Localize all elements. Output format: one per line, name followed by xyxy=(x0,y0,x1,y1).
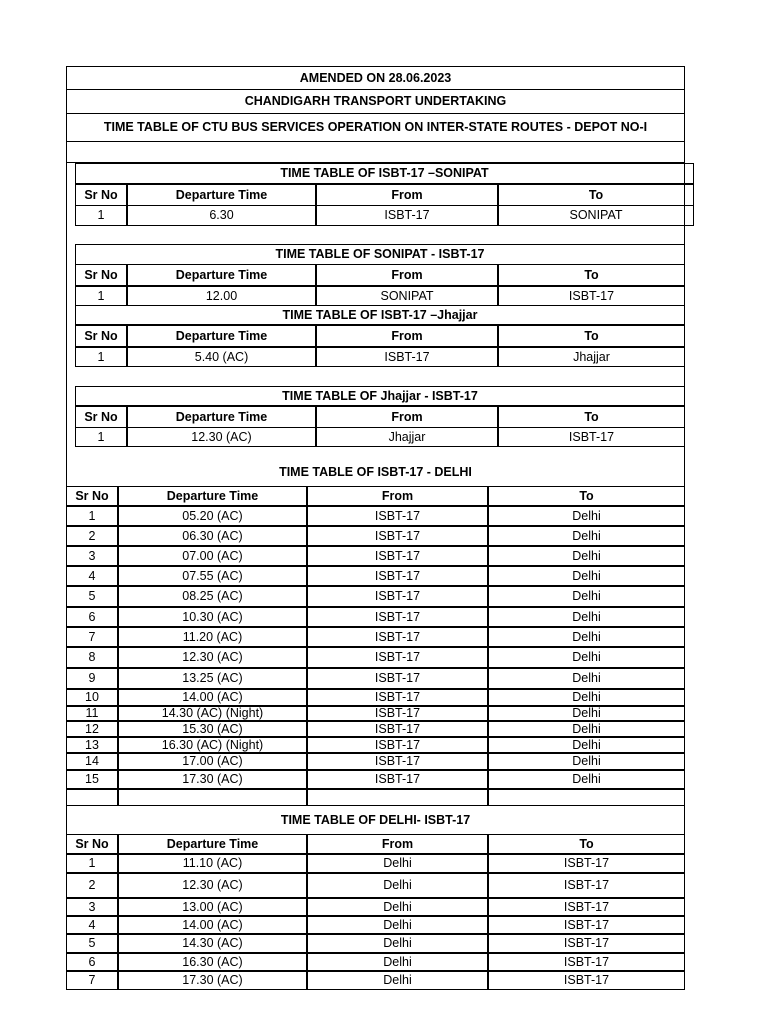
table-6-row-3-sr-no: 3 xyxy=(66,898,118,916)
table-5-row-13-to: Delhi xyxy=(488,737,685,753)
table-6-row-5-departure-time: 14.30 (AC) xyxy=(118,934,307,953)
table-5-row-1-from: ISBT-17 xyxy=(307,506,488,526)
table-6-row-3-from: Delhi xyxy=(307,898,488,916)
table-5-row-9-departure-time: 13.25 (AC) xyxy=(118,668,307,689)
table-6-row-5-sr-no: 5 xyxy=(66,934,118,953)
table-5-row-11-departure-time: 14.30 (AC) (Night) xyxy=(118,706,307,721)
table-4-header-departure-time: Departure Time xyxy=(127,406,316,428)
table-5-row-11-sr-no: 11 xyxy=(66,706,118,721)
table-5-row-12-to: Delhi xyxy=(488,721,685,737)
table-5-row-6-to: Delhi xyxy=(488,607,685,627)
table-6-row-5-to: ISBT-17 xyxy=(488,934,685,953)
table-6-row-6-departure-time: 16.30 (AC) xyxy=(118,953,307,971)
table-1-row-1-to: SONIPAT xyxy=(498,205,694,226)
table-3-row-1-to: Jhajjar xyxy=(498,347,685,367)
table-6-row-6-sr-no: 6 xyxy=(66,953,118,971)
table-3-row-1-departure-time: 5.40 (AC) xyxy=(127,347,316,367)
table-2-row-1-departure-time: 12.00 xyxy=(127,286,316,306)
table-5-row-11-from: ISBT-17 xyxy=(307,706,488,721)
table-6-header-sr-no: Sr No xyxy=(66,834,118,854)
table-6-row-2-to: ISBT-17 xyxy=(488,873,685,898)
blank-cell xyxy=(307,789,488,806)
organization-name: CHANDIGARH TRANSPORT UNDERTAKING xyxy=(66,89,685,114)
table-5-row-2-to: Delhi xyxy=(488,526,685,546)
table-5-row-8-from: ISBT-17 xyxy=(307,647,488,668)
table-5-row-3-sr-no: 3 xyxy=(66,546,118,566)
amended-date: AMENDED ON 28.06.2023 xyxy=(66,66,685,90)
table-5-row-13-from: ISBT-17 xyxy=(307,737,488,753)
table-2-header-to: To xyxy=(498,264,685,286)
table-1-row-1-sr-no: 1 xyxy=(75,205,127,226)
table-6-header-departure-time: Departure Time xyxy=(118,834,307,854)
table-4-header-from: From xyxy=(316,406,498,428)
table-3-row-1-from: ISBT-17 xyxy=(316,347,498,367)
table-5-row-4-sr-no: 4 xyxy=(66,566,118,586)
table-6-row-4-from: Delhi xyxy=(307,916,488,934)
table-5-row-14-departure-time: 17.00 (AC) xyxy=(118,753,307,770)
table-3-header-departure-time: Departure Time xyxy=(127,325,316,347)
table-5-row-10-to: Delhi xyxy=(488,689,685,706)
table-5-row-6-sr-no: 6 xyxy=(66,607,118,627)
table-5-row-14-sr-no: 14 xyxy=(66,753,118,770)
table-6-row-4-sr-no: 4 xyxy=(66,916,118,934)
table-6-row-5-from: Delhi xyxy=(307,934,488,953)
table-4-header-to: To xyxy=(498,406,685,428)
table-6-row-1-to: ISBT-17 xyxy=(488,854,685,873)
table-6-header-to: To xyxy=(488,834,685,854)
table-6-row-3-departure-time: 13.00 (AC) xyxy=(118,898,307,916)
table-3-header-from: From xyxy=(316,325,498,347)
table-4-row-1-to: ISBT-17 xyxy=(498,427,685,447)
table-3-title: TIME TABLE OF ISBT-17 –Jhajjar xyxy=(75,305,685,325)
table-5-row-4-departure-time: 07.55 (AC) xyxy=(118,566,307,586)
table-5-row-15-departure-time: 17.30 (AC) xyxy=(118,770,307,789)
table-5-row-1-to: Delhi xyxy=(488,506,685,526)
table-5-row-5-to: Delhi xyxy=(488,586,685,607)
table-5-row-11-to: Delhi xyxy=(488,706,685,721)
blank-cell xyxy=(488,789,685,806)
table-3-row-1-sr-no: 1 xyxy=(75,347,127,367)
document-subtitle: TIME TABLE OF CTU BUS SERVICES OPERATION ON INTER-STATE ROUTES - DEPOT NO-I xyxy=(66,113,685,142)
table-5-row-9-to: Delhi xyxy=(488,668,685,689)
table-5-row-15-sr-no: 15 xyxy=(66,770,118,789)
table-6-row-2-sr-no: 2 xyxy=(66,873,118,898)
table-5-row-2-from: ISBT-17 xyxy=(307,526,488,546)
table-5-row-5-sr-no: 5 xyxy=(66,586,118,607)
table-6-row-6-to: ISBT-17 xyxy=(488,953,685,971)
table-6-title: TIME TABLE OF DELHI- ISBT-17 xyxy=(280,812,471,827)
table-4-row-1-from: Jhajjar xyxy=(316,427,498,447)
table-5-row-1-departure-time: 05.20 (AC) xyxy=(118,506,307,526)
table-5-row-2-departure-time: 06.30 (AC) xyxy=(118,526,307,546)
table-6-row-3-to: ISBT-17 xyxy=(488,898,685,916)
table-5-row-8-to: Delhi xyxy=(488,647,685,668)
table-5-row-6-from: ISBT-17 xyxy=(307,607,488,627)
table-5-row-12-departure-time: 15.30 (AC) xyxy=(118,721,307,737)
table-6-row-6-from: Delhi xyxy=(307,953,488,971)
table-5-row-5-departure-time: 08.25 (AC) xyxy=(118,586,307,607)
table-2-header-from: From xyxy=(316,264,498,286)
table-5-header-sr-no: Sr No xyxy=(66,486,118,506)
table-1-row-1-departure-time: 6.30 xyxy=(127,205,316,226)
table-2-row-1-sr-no: 1 xyxy=(75,286,127,306)
table-6-header-from: From xyxy=(307,834,488,854)
table-2-header-departure-time: Departure Time xyxy=(127,264,316,286)
table-2-title: TIME TABLE OF SONIPAT - ISBT-17 xyxy=(75,244,685,265)
table-5-row-7-to: Delhi xyxy=(488,627,685,647)
table-5-row-15-from: ISBT-17 xyxy=(307,770,488,789)
table-5-header-from: From xyxy=(307,486,488,506)
table-5-row-12-from: ISBT-17 xyxy=(307,721,488,737)
table-5-row-4-from: ISBT-17 xyxy=(307,566,488,586)
table-5-row-6-departure-time: 10.30 (AC) xyxy=(118,607,307,627)
table-5-row-1-sr-no: 1 xyxy=(66,506,118,526)
table-6-row-7-departure-time: 17.30 (AC) xyxy=(118,971,307,990)
table-1-header-sr-no: Sr No xyxy=(75,184,127,206)
table-5-row-7-sr-no: 7 xyxy=(66,627,118,647)
table-6-row-1-sr-no: 1 xyxy=(66,854,118,873)
table-6-row-7-to: ISBT-17 xyxy=(488,971,685,990)
table-6-row-4-departure-time: 14.00 (AC) xyxy=(118,916,307,934)
table-4-row-1-sr-no: 1 xyxy=(75,427,127,447)
table-6-row-1-from: Delhi xyxy=(307,854,488,873)
table-5-row-9-from: ISBT-17 xyxy=(307,668,488,689)
table-5-row-3-departure-time: 07.00 (AC) xyxy=(118,546,307,566)
table-4-title: TIME TABLE OF Jhajjar - ISBT-17 xyxy=(75,386,685,406)
blank-cell xyxy=(118,789,307,806)
table-6-row-7-from: Delhi xyxy=(307,971,488,990)
table-2-header-sr-no: Sr No xyxy=(75,264,127,286)
blank-cell xyxy=(66,789,118,806)
table-4-row-1-departure-time: 12.30 (AC) xyxy=(127,427,316,447)
table-1-header-to: To xyxy=(498,184,694,206)
table-3-header-sr-no: Sr No xyxy=(75,325,127,347)
table-5-row-9-sr-no: 9 xyxy=(66,668,118,689)
table-6-row-2-departure-time: 12.30 (AC) xyxy=(118,873,307,898)
table-5-row-4-to: Delhi xyxy=(488,566,685,586)
table-5-row-8-departure-time: 12.30 (AC) xyxy=(118,647,307,668)
table-2-row-1-from: SONIPAT xyxy=(316,286,498,306)
table-5-row-15-to: Delhi xyxy=(488,770,685,789)
blank-row xyxy=(66,141,685,163)
table-4-header-sr-no: Sr No xyxy=(75,406,127,428)
table-5-row-12-sr-no: 12 xyxy=(66,721,118,737)
table-5-row-3-from: ISBT-17 xyxy=(307,546,488,566)
table-5-row-7-from: ISBT-17 xyxy=(307,627,488,647)
table-1-header-from: From xyxy=(316,184,498,206)
table-5-row-7-departure-time: 11.20 (AC) xyxy=(118,627,307,647)
table-5-header-departure-time: Departure Time xyxy=(118,486,307,506)
table-5-row-14-from: ISBT-17 xyxy=(307,753,488,770)
table-5-header-to: To xyxy=(488,486,685,506)
table-5-row-10-sr-no: 10 xyxy=(66,689,118,706)
table-2-row-1-to: ISBT-17 xyxy=(498,286,685,306)
table-1-header-departure-time: Departure Time xyxy=(127,184,316,206)
table-3-header-to: To xyxy=(498,325,685,347)
table-5-row-3-to: Delhi xyxy=(488,546,685,566)
table-5-row-13-sr-no: 13 xyxy=(66,737,118,753)
table-5-row-14-to: Delhi xyxy=(488,753,685,770)
table-5-row-10-departure-time: 14.00 (AC) xyxy=(118,689,307,706)
table-5-row-10-from: ISBT-17 xyxy=(307,689,488,706)
table-5-title: TIME TABLE OF ISBT-17 - DELHI xyxy=(279,464,472,479)
table-6-row-4-to: ISBT-17 xyxy=(488,916,685,934)
table-6-row-2-from: Delhi xyxy=(307,873,488,898)
table-6-row-1-departure-time: 11.10 (AC) xyxy=(118,854,307,873)
table-5-row-5-from: ISBT-17 xyxy=(307,586,488,607)
table-5-row-8-sr-no: 8 xyxy=(66,647,118,668)
table-6-row-7-sr-no: 7 xyxy=(66,971,118,990)
table-1-row-1-from: ISBT-17 xyxy=(316,205,498,226)
table-1-title: TIME TABLE OF ISBT-17 –SONIPAT xyxy=(75,163,694,184)
table-5-row-13-departure-time: 16.30 (AC) (Night) xyxy=(118,737,307,753)
table-5-row-2-sr-no: 2 xyxy=(66,526,118,546)
